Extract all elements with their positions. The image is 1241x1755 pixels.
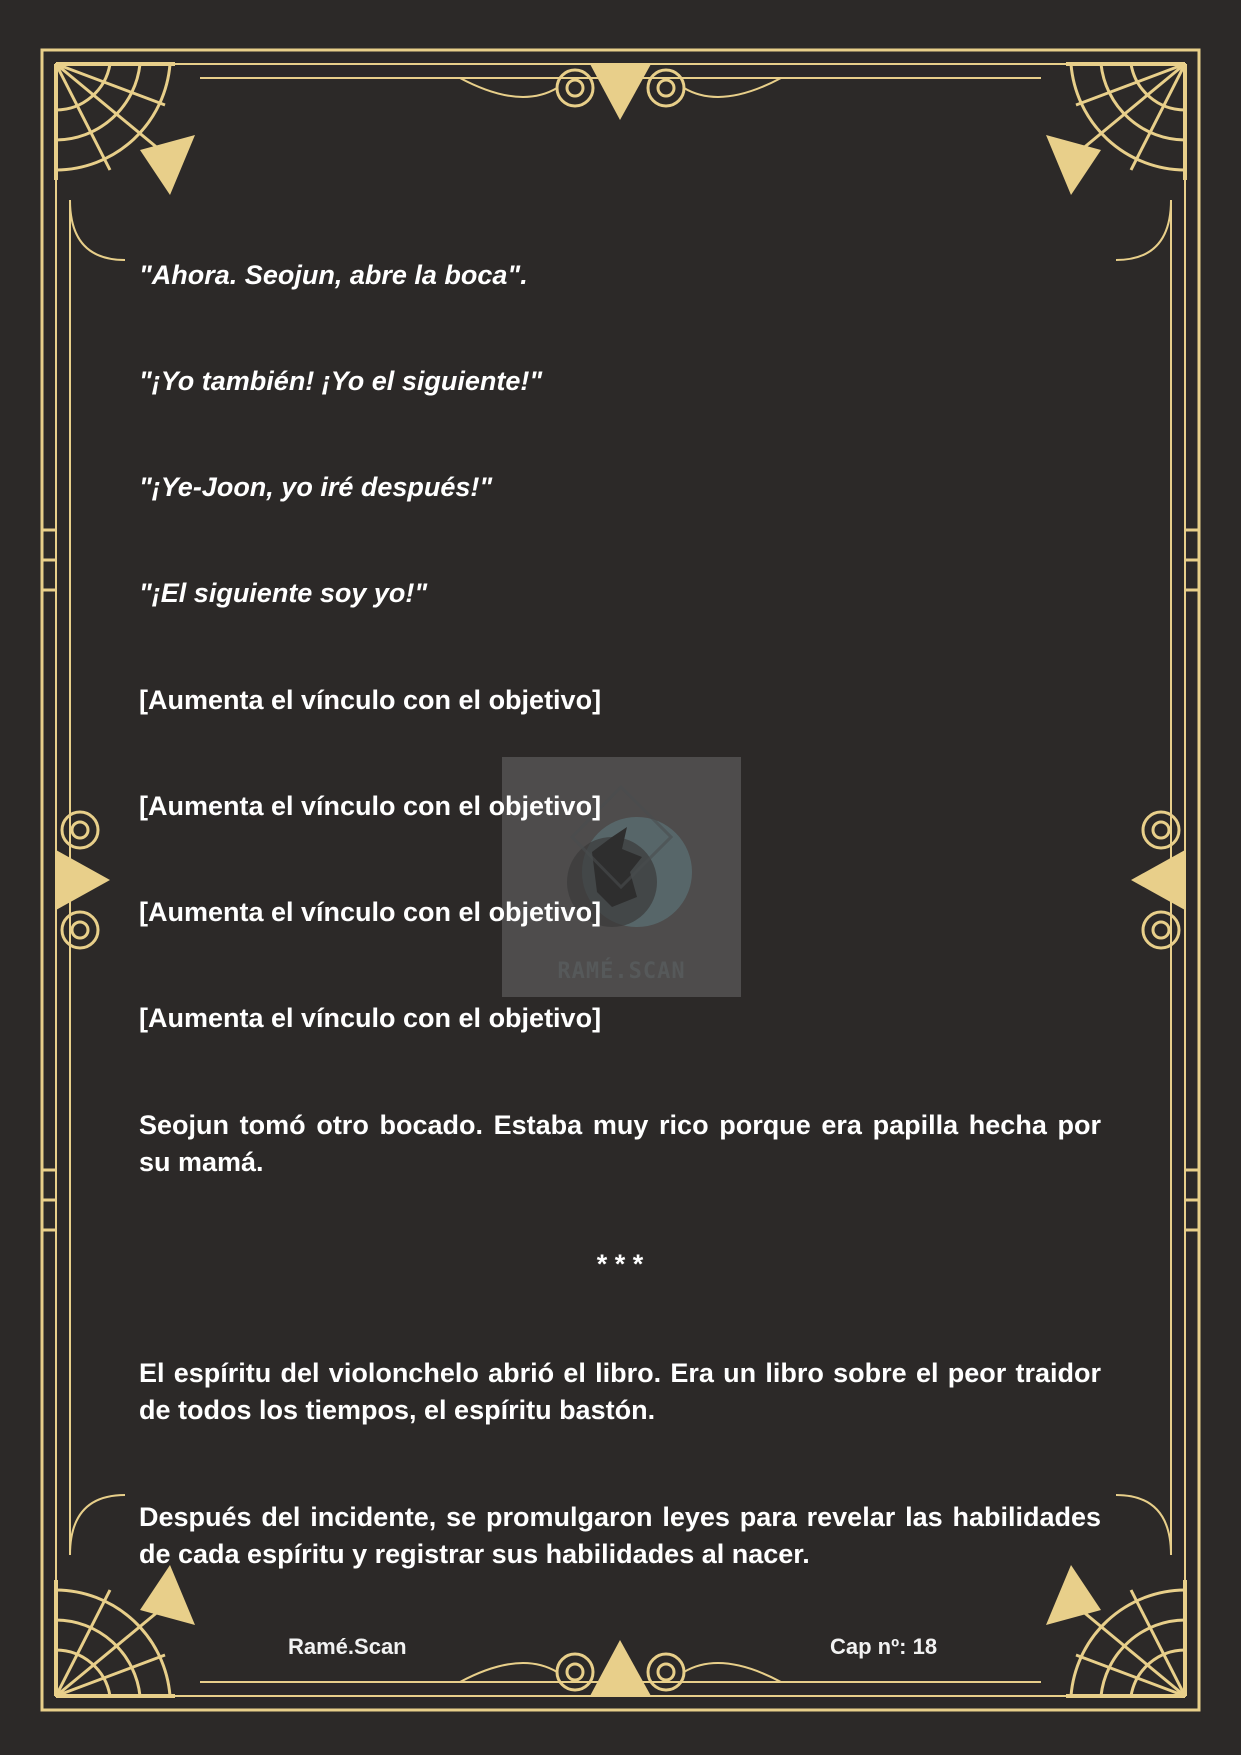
paragraph-1: Seojun tomó otro bocado. Estaba muy rico porque era papilla hecha por su mamá. [139,1110,1101,1177]
paragraph-2: El espíritu del violonchelo abrió el libro. Era un libro sobre el peor traidor de todos los tiempos, el espíritu bastón. [139,1358,1101,1425]
dialogue-line-2: "¡Yo también! ¡Yo el siguiente!" [139,366,543,396]
system-message-2: [Aumenta el vínculo con el objetivo] [139,791,602,821]
system-message-1: [Aumenta el vínculo con el objetivo] [139,685,602,715]
paragraph-3: Después del incidente, se promulgaron leyes para revelar las habilidades de cada espíritu y registrar sus habilidades al nacer. [139,1502,1101,1569]
dialogue-line-3: "¡Ye-Joon, yo iré después!" [139,472,493,502]
system-message-4: [Aumenta el vínculo con el objetivo] [139,1003,602,1033]
dialogue-line-4: "¡El siguiente soy yo!" [139,578,428,608]
system-message-3: [Aumenta el vínculo con el objetivo] [139,897,602,927]
watermark-text: RAMÉ.SCAN [557,959,686,984]
section-separator: * * * [596,1249,644,1279]
footer-scan-name: Ramé.Scan [288,1634,407,1659]
footer-chapter-number: Cap nº: 18 [830,1634,938,1659]
dialogue-line-1: "Ahora. Seojun, abre la boca". [139,260,528,290]
